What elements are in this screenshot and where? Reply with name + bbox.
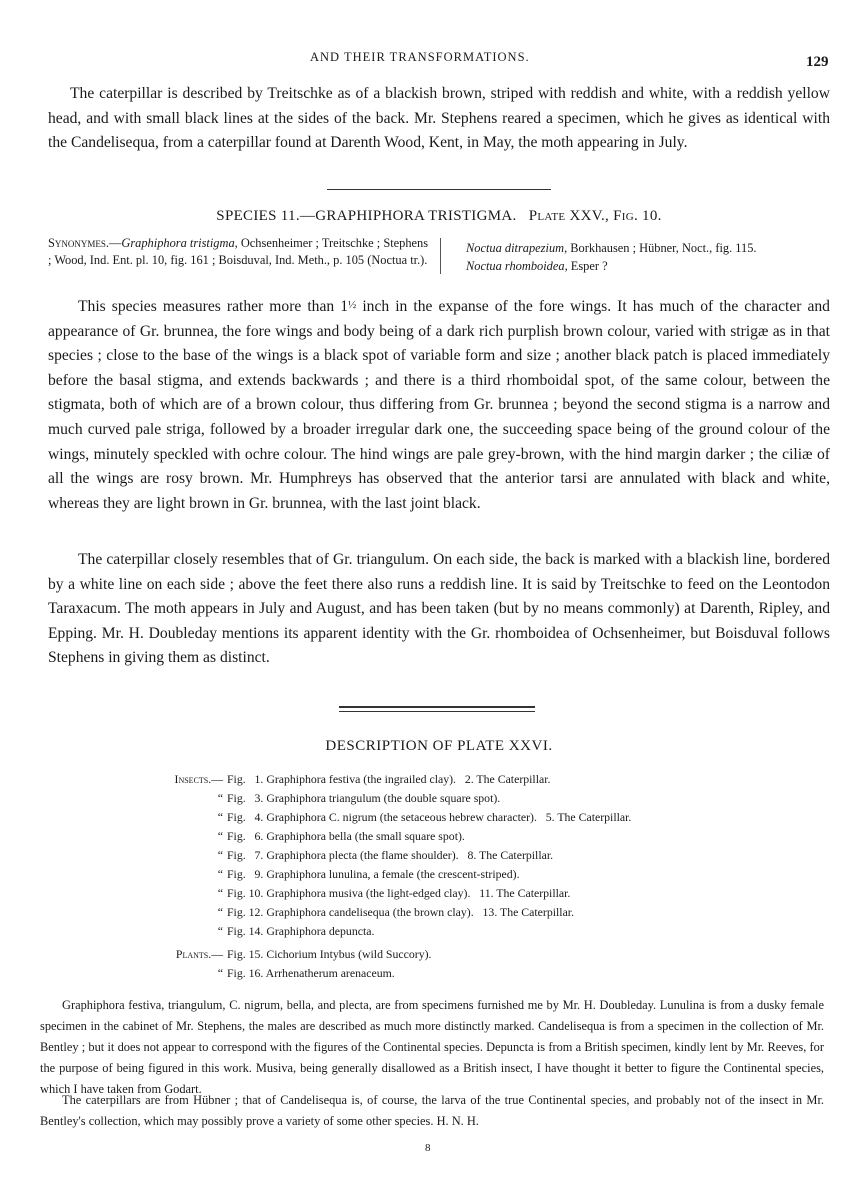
row-text: Fig. 3. Graphiphora triangulum (the double square spot). bbox=[227, 791, 501, 805]
species-title: SPECIES 11.—GRAPHIPHORA TRISTIGMA. bbox=[216, 208, 517, 224]
synonym-references: , Borkhausen ; Hübner, Noct., fig. 115. bbox=[564, 241, 757, 255]
row-text: Fig. 16. Arrhenatherum arenaceum. bbox=[227, 966, 395, 980]
row-lead: “ bbox=[217, 829, 223, 843]
row-lead: “ bbox=[217, 905, 223, 919]
description-text: inch in the expanse of the fore wings. It has much of the character and appearance of Gr. brunnea, the fore wings and body being of a dark rich purplish brown colour, varied with strigæ as in that species ; close to the base of the wings is a black spot of variable form and size ; another black patch is placed immediately before the basal stigma, and extends backwards ; and there is a third rhomboidal spot, of the same colour, between the stigmata, both of which are of a brown colour, thus differing from Gr. brunnea ; beyond the second stigma is a narrow and much curved pale striga, followed by a broader irregular dark one, the succeeding space being of the ground colour of the wings, minutely speckled with ochre colour. The hind wings are pale grey-brown, with the hind margin darker ; the ciliæ of all the wings are rosy brown. Mr. Humphreys has observed that the anterior tarsi are annulated with black and white, whereas they are light brown in Gr. brunnea, with the last joint black. bbox=[48, 298, 830, 512]
double-rule-bottom bbox=[339, 711, 535, 712]
row-lead: “ bbox=[217, 791, 223, 805]
plant-row bbox=[168, 945, 768, 964]
figure-row bbox=[168, 865, 768, 884]
synonym-name: Graphiphora tristigma bbox=[121, 236, 235, 250]
figure-row bbox=[168, 808, 768, 827]
row-text: Fig. 7. Graphiphora plecta (the flame shoulder). 8. The Caterpillar. bbox=[227, 848, 554, 862]
row-text: Fig. 15. Cichorium Intybus (wild Succory). bbox=[227, 947, 432, 961]
synonym-name: Noctua rhomboidea bbox=[466, 258, 565, 273]
row-text: Fig. 14. Graphiphora depuncta. bbox=[227, 924, 375, 938]
row-lead: Plants.— bbox=[175, 947, 223, 961]
description-text: This species measures rather more than 1 bbox=[78, 298, 349, 315]
row-text: Fig. 9. Graphiphora lunulina, a female (the crescent-striped). bbox=[227, 867, 520, 881]
figure-row bbox=[168, 903, 768, 922]
row-text: Fig. 10. Graphiphora musiva (the light-edged clay). 11. The Caterpillar. bbox=[227, 886, 571, 900]
figure-row bbox=[168, 922, 768, 941]
figure-row bbox=[168, 789, 768, 808]
row-lead: “ bbox=[217, 867, 223, 881]
row-text: Fig. 6. Graphiphora bella (the small square spot). bbox=[227, 829, 465, 843]
species-heading bbox=[48, 208, 830, 225]
synonyms-divider bbox=[440, 238, 441, 274]
synonym-line bbox=[466, 240, 830, 258]
row-lead: “ bbox=[217, 886, 223, 900]
plate-reference: Plate XXV., Fig. 10. bbox=[528, 208, 662, 224]
caterpillar-paragraph: The caterpillar closely resembles that of Gr. triangulum. On each side, the back is marked with a blackish line, bordered by a white line on each side ; above the feet there also runs a reddish line. It is said by Treitschke to feed on the Leontodon Taraxacum. The moth appears in July and August, and has been taken (but by no means commonly) at Darenth, Ripley, and Epping. Mr. H. Doubleday mentions its apparent identity with the Gr. rhomboidea of Ochsenheimer, but Boisduval follows Stephens in giving them as distinct. bbox=[48, 551, 830, 667]
double-rule-top bbox=[339, 706, 535, 708]
figure-row bbox=[168, 884, 768, 903]
running-header: AND THEIR TRANSFORMATIONS. bbox=[310, 50, 530, 64]
figure-row bbox=[168, 770, 768, 789]
synonyms-label: Synonymes.— bbox=[48, 236, 122, 250]
row-lead: “ bbox=[217, 966, 223, 980]
footnote-caterpillars: The caterpillars are from Hübner ; that of Candelisequa is, of course, the larva of the true Continental species, and probably not of the insect in Mr. Bentley's collection, which may possibly prove a variety of some other species. H. N. H. bbox=[40, 1093, 824, 1128]
row-lead: “ bbox=[217, 924, 223, 938]
fraction: ½ bbox=[348, 299, 357, 311]
row-lead: “ bbox=[217, 848, 223, 862]
plant-row bbox=[168, 964, 768, 983]
page-number: 129 bbox=[806, 54, 829, 70]
synonyms-left bbox=[48, 235, 433, 268]
plate-figure-list bbox=[168, 770, 768, 983]
signature-mark: 8 bbox=[425, 1142, 431, 1154]
figure-row bbox=[168, 846, 768, 865]
synonym-references: , Ochsenheimer ; Treitschke ; Stephens ; Wood, Ind. Ent. pl. 10, fig. 161 ; Boisduval, Ind. Meth., p. 105 (Noctua tr.). bbox=[48, 236, 429, 267]
synonym-references: , Esper ? bbox=[564, 258, 608, 273]
row-lead: “ bbox=[217, 810, 223, 824]
row-text: Fig. 4. Graphiphora C. nigrum (the setaceous hebrew character). 5. The Caterpillar. bbox=[227, 810, 632, 824]
synonym-line bbox=[466, 258, 830, 276]
row-lead: Insects.— bbox=[174, 772, 223, 786]
figure-row bbox=[168, 827, 768, 846]
species-description bbox=[48, 293, 830, 516]
footnote-specimens: Graphiphora festiva, triangulum, C. nigrum, bella, and plecta, are from specimens furnished me by Mr. H. Doubleday. Lunulina is from a dusky female specimen in the cabinet of Mr. Stephens, the males are described as much more distinctly marked. Candelisequa is from a specimen in the collection of Mr. Bentley ; but it does not appear to correspond with the figures of the Continental species. Depuncta is from a British specimen, kindly lent by Mr. Reeves, for the purpose of being figured in this work. Musiva, being generally disallowed as a British insect, I have thought it better to figure the Continental species, which I have taken from Godart. bbox=[40, 998, 824, 1096]
synonym-name: Noctua ditrapezium bbox=[466, 241, 565, 255]
row-text: Fig. 1. Graphiphora festiva (the ingrailed clay). 2. The Caterpillar. bbox=[227, 772, 551, 786]
intro-paragraph: The caterpillar is described by Treitschke as of a blackish brown, striped with reddish and white, with a reddish yellow head, and with small black lines at the sides of the back. Mr. Stephens reared a specimen, which he gives as identical with the Candelisequa, from a caterpillar found at Darenth Wood, Kent, in May, the moth appearing in July. bbox=[48, 85, 830, 152]
row-text: Fig. 12. Graphiphora candelisequa (the brown clay). 13. The Caterpillar. bbox=[227, 905, 575, 919]
synonyms-right bbox=[466, 240, 830, 275]
section-divider bbox=[327, 189, 551, 190]
plate-description-title: DESCRIPTION OF PLATE XXVI. bbox=[325, 738, 553, 754]
